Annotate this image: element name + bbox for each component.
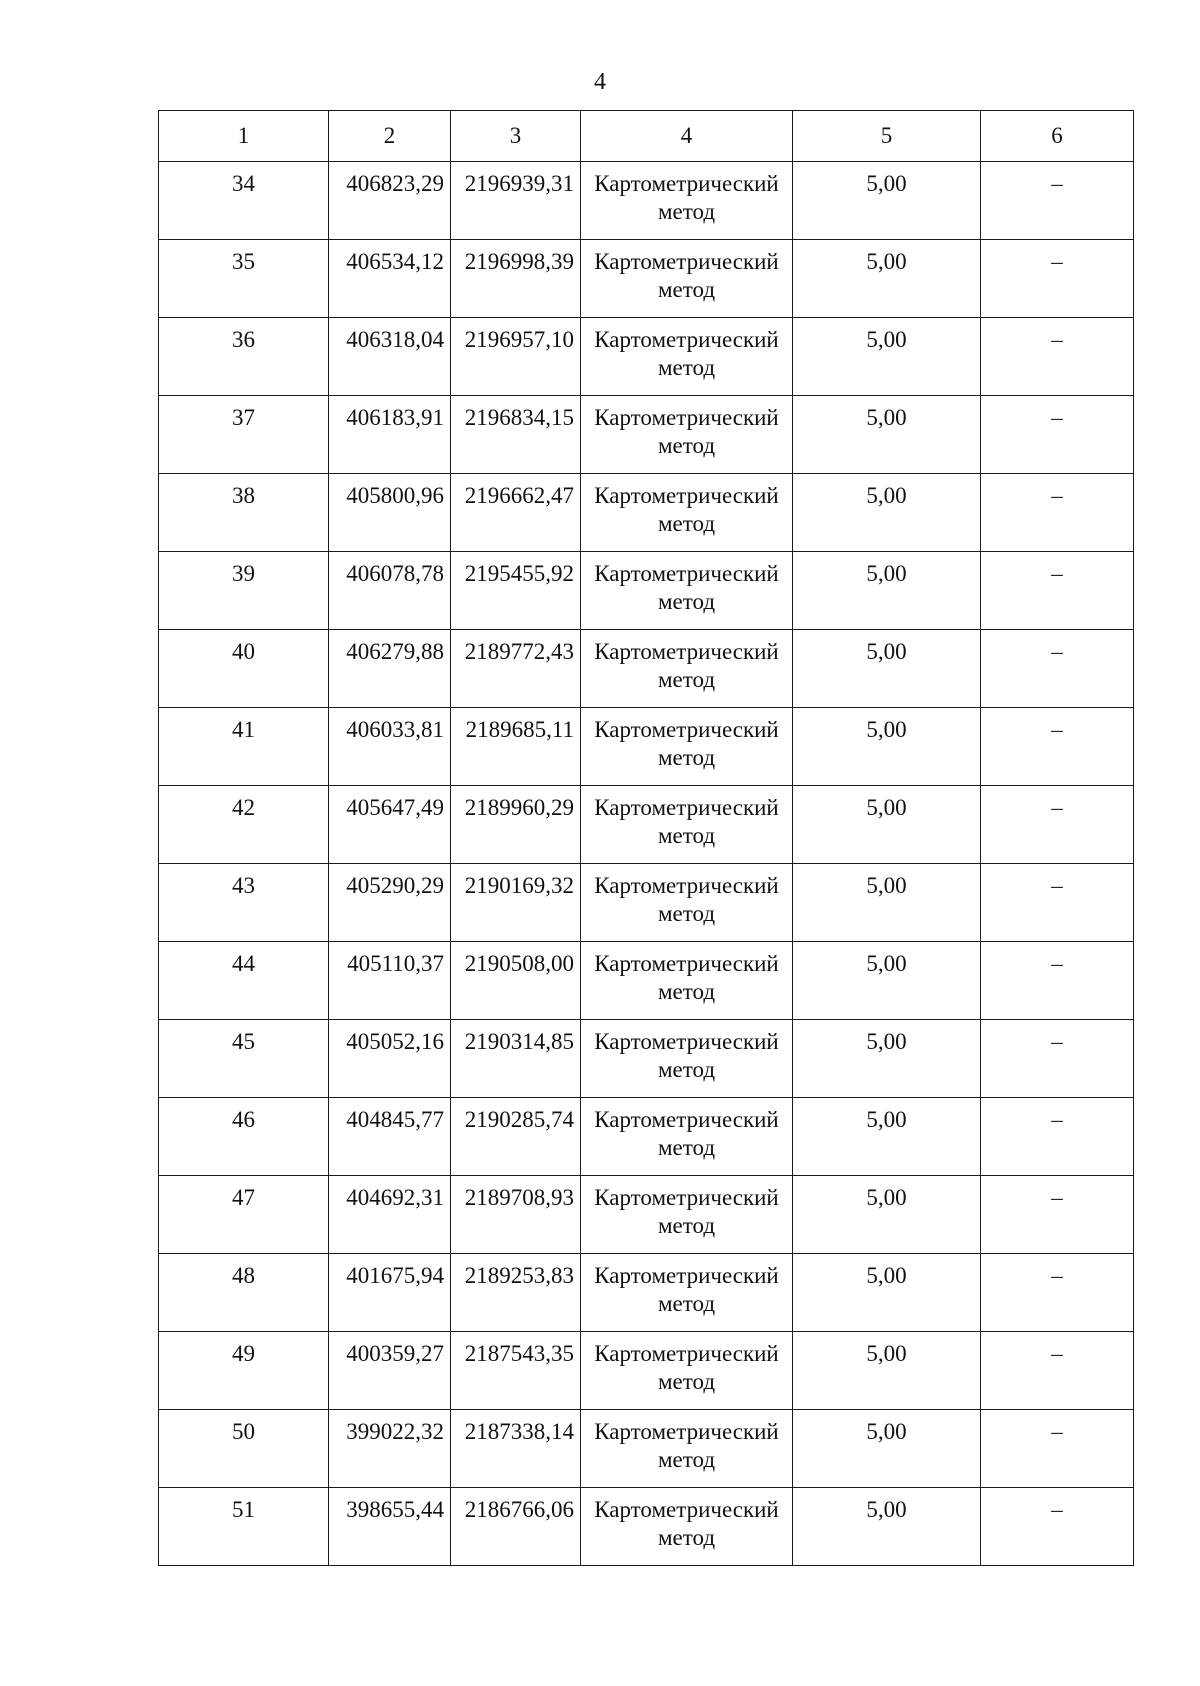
method-line-1: Картометрический <box>594 561 779 586</box>
note-cell: – <box>981 708 1134 786</box>
accuracy-cell: 5,00 <box>793 474 981 552</box>
table-row <box>159 162 1134 240</box>
note-cell: – <box>981 318 1134 396</box>
method-line-2: метод <box>657 745 716 770</box>
x-coordinate-cell: 406279,88 <box>329 630 451 708</box>
point-number-cell: 35 <box>159 240 329 318</box>
y-coordinate-cell: 2196662,47 <box>451 474 581 552</box>
method-cell <box>581 318 793 396</box>
table-row <box>159 708 1134 786</box>
table-row <box>159 1254 1134 1332</box>
note-cell: – <box>981 552 1134 630</box>
table-row <box>159 396 1134 474</box>
method-cell <box>581 786 793 864</box>
point-number-cell: 42 <box>159 786 329 864</box>
y-coordinate-cell: 2190508,00 <box>451 942 581 1020</box>
accuracy-cell: 5,00 <box>793 1488 981 1566</box>
method-line-2: метод <box>657 823 716 848</box>
method-line-1: Картометрический <box>594 639 779 664</box>
x-coordinate-cell: 405052,16 <box>329 1020 451 1098</box>
accuracy-cell: 5,00 <box>793 864 981 942</box>
header-cell: 6 <box>981 111 1134 162</box>
accuracy-cell: 5,00 <box>793 708 981 786</box>
note-cell: – <box>981 474 1134 552</box>
note-cell: – <box>981 396 1134 474</box>
method-line-1: Картометрический <box>594 1341 779 1366</box>
point-number-cell: 49 <box>159 1332 329 1410</box>
table-row <box>159 1410 1134 1488</box>
accuracy-cell: 5,00 <box>793 942 981 1020</box>
method-line-2: метод <box>657 1135 716 1160</box>
method-cell <box>581 552 793 630</box>
point-number-cell: 45 <box>159 1020 329 1098</box>
note-cell: – <box>981 1098 1134 1176</box>
note-cell: – <box>981 864 1134 942</box>
header-row <box>159 111 1134 162</box>
point-number-cell: 38 <box>159 474 329 552</box>
table-row <box>159 1176 1134 1254</box>
point-number-cell: 44 <box>159 942 329 1020</box>
method-line-1: Картометрический <box>594 1263 779 1288</box>
accuracy-cell: 5,00 <box>793 1176 981 1254</box>
accuracy-cell: 5,00 <box>793 240 981 318</box>
x-coordinate-cell: 406534,12 <box>329 240 451 318</box>
header-cell: 1 <box>159 111 329 162</box>
point-number-cell: 39 <box>159 552 329 630</box>
method-line-2: метод <box>657 589 716 614</box>
point-number-cell: 48 <box>159 1254 329 1332</box>
note-cell: – <box>981 240 1134 318</box>
x-coordinate-cell: 406078,78 <box>329 552 451 630</box>
method-line-2: метод <box>657 901 716 926</box>
note-cell: – <box>981 1020 1134 1098</box>
table-row <box>159 1098 1134 1176</box>
method-cell <box>581 1488 793 1566</box>
method-line-1: Картометрический <box>594 1029 779 1054</box>
y-coordinate-cell: 2189685,11 <box>451 708 581 786</box>
y-coordinate-cell: 2189708,93 <box>451 1176 581 1254</box>
y-coordinate-cell: 2190314,85 <box>451 1020 581 1098</box>
y-coordinate-cell: 2189960,29 <box>451 786 581 864</box>
x-coordinate-cell: 401675,94 <box>329 1254 451 1332</box>
table-row <box>159 552 1134 630</box>
method-cell <box>581 1098 793 1176</box>
y-coordinate-cell: 2195455,92 <box>451 552 581 630</box>
method-line-2: метод <box>657 1291 716 1316</box>
x-coordinate-cell: 405290,29 <box>329 864 451 942</box>
accuracy-cell: 5,00 <box>793 1098 981 1176</box>
table-row <box>159 864 1134 942</box>
note-cell: – <box>981 1332 1134 1410</box>
accuracy-cell: 5,00 <box>793 1254 981 1332</box>
table-row <box>159 786 1134 864</box>
method-cell <box>581 1020 793 1098</box>
method-cell <box>581 162 793 240</box>
method-cell <box>581 708 793 786</box>
note-cell: – <box>981 786 1134 864</box>
method-line-2: метод <box>657 277 716 302</box>
point-number-cell: 40 <box>159 630 329 708</box>
header-cell: 2 <box>329 111 451 162</box>
method-line-1: Картометрический <box>594 483 779 508</box>
method-line-1: Картометрический <box>594 1419 779 1444</box>
accuracy-cell: 5,00 <box>793 1410 981 1488</box>
method-line-2: метод <box>657 1525 716 1550</box>
note-cell: – <box>981 630 1134 708</box>
table-row <box>159 630 1134 708</box>
method-cell <box>581 474 793 552</box>
table-row <box>159 942 1134 1020</box>
point-number-cell: 34 <box>159 162 329 240</box>
header-cell: 5 <box>793 111 981 162</box>
y-coordinate-cell: 2196998,39 <box>451 240 581 318</box>
point-number-cell: 41 <box>159 708 329 786</box>
accuracy-cell: 5,00 <box>793 318 981 396</box>
method-cell <box>581 396 793 474</box>
accuracy-cell: 5,00 <box>793 552 981 630</box>
x-coordinate-cell: 404845,77 <box>329 1098 451 1176</box>
y-coordinate-cell: 2189772,43 <box>451 630 581 708</box>
method-cell <box>581 240 793 318</box>
y-coordinate-cell: 2196939,31 <box>451 162 581 240</box>
point-number-cell: 47 <box>159 1176 329 1254</box>
method-cell <box>581 1332 793 1410</box>
method-line-2: метод <box>657 1447 716 1472</box>
method-line-2: метод <box>657 355 716 380</box>
x-coordinate-cell: 405647,49 <box>329 786 451 864</box>
x-coordinate-cell: 406823,29 <box>329 162 451 240</box>
point-number-cell: 43 <box>159 864 329 942</box>
x-coordinate-cell: 405800,96 <box>329 474 451 552</box>
note-cell: – <box>981 1488 1134 1566</box>
method-line-1: Картометрический <box>594 1185 779 1210</box>
method-line-1: Картометрический <box>594 795 779 820</box>
note-cell: – <box>981 162 1134 240</box>
accuracy-cell: 5,00 <box>793 162 981 240</box>
method-line-1: Картометрический <box>594 327 779 352</box>
header-cell: 4 <box>581 111 793 162</box>
y-coordinate-cell: 2187338,14 <box>451 1410 581 1488</box>
accuracy-cell: 5,00 <box>793 1020 981 1098</box>
accuracy-cell: 5,00 <box>793 630 981 708</box>
note-cell: – <box>981 1254 1134 1332</box>
method-line-1: Картометрический <box>594 717 779 742</box>
method-line-1: Картометрический <box>594 405 779 430</box>
coordinates-table <box>158 110 1134 1566</box>
y-coordinate-cell: 2189253,83 <box>451 1254 581 1332</box>
accuracy-cell: 5,00 <box>793 1332 981 1410</box>
method-line-2: метод <box>657 1213 716 1238</box>
table-row <box>159 1332 1134 1410</box>
method-cell <box>581 1410 793 1488</box>
y-coordinate-cell: 2186766,06 <box>451 1488 581 1566</box>
method-line-2: метод <box>657 667 716 692</box>
accuracy-cell: 5,00 <box>793 786 981 864</box>
method-line-2: метод <box>657 979 716 1004</box>
table-row <box>159 318 1134 396</box>
method-line-1: Картометрический <box>594 171 779 196</box>
page-number: 4 <box>594 69 606 95</box>
x-coordinate-cell: 406318,04 <box>329 318 451 396</box>
x-coordinate-cell: 400359,27 <box>329 1332 451 1410</box>
x-coordinate-cell: 398655,44 <box>329 1488 451 1566</box>
point-number-cell: 46 <box>159 1098 329 1176</box>
x-coordinate-cell: 406033,81 <box>329 708 451 786</box>
point-number-cell: 36 <box>159 318 329 396</box>
table-row <box>159 1020 1134 1098</box>
method-line-2: метод <box>657 433 716 458</box>
method-line-1: Картометрический <box>594 873 779 898</box>
header-cell: 3 <box>451 111 581 162</box>
method-cell <box>581 1176 793 1254</box>
method-cell <box>581 630 793 708</box>
method-line-2: метод <box>657 199 716 224</box>
table-body <box>159 162 1134 1566</box>
table-header <box>159 111 1134 162</box>
method-line-1: Картометрический <box>594 1497 779 1522</box>
note-cell: – <box>981 1410 1134 1488</box>
method-cell <box>581 942 793 1020</box>
method-line-2: метод <box>657 1369 716 1394</box>
point-number-cell: 37 <box>159 396 329 474</box>
x-coordinate-cell: 404692,31 <box>329 1176 451 1254</box>
y-coordinate-cell: 2196957,10 <box>451 318 581 396</box>
table-row <box>159 474 1134 552</box>
method-cell <box>581 1254 793 1332</box>
y-coordinate-cell: 2187543,35 <box>451 1332 581 1410</box>
x-coordinate-cell: 405110,37 <box>329 942 451 1020</box>
coordinates-table-container <box>158 110 1133 1566</box>
y-coordinate-cell: 2190169,32 <box>451 864 581 942</box>
x-coordinate-cell: 406183,91 <box>329 396 451 474</box>
point-number-cell: 50 <box>159 1410 329 1488</box>
y-coordinate-cell: 2190285,74 <box>451 1098 581 1176</box>
method-line-1: Картометрический <box>594 951 779 976</box>
method-line-1: Картометрический <box>594 249 779 274</box>
table-row <box>159 240 1134 318</box>
method-line-2: метод <box>657 511 716 536</box>
method-line-2: метод <box>657 1057 716 1082</box>
method-line-1: Картометрический <box>594 1107 779 1132</box>
y-coordinate-cell: 2196834,15 <box>451 396 581 474</box>
x-coordinate-cell: 399022,32 <box>329 1410 451 1488</box>
note-cell: – <box>981 942 1134 1020</box>
accuracy-cell: 5,00 <box>793 396 981 474</box>
point-number-cell: 51 <box>159 1488 329 1566</box>
method-cell <box>581 864 793 942</box>
table-row <box>159 1488 1134 1566</box>
note-cell: – <box>981 1176 1134 1254</box>
